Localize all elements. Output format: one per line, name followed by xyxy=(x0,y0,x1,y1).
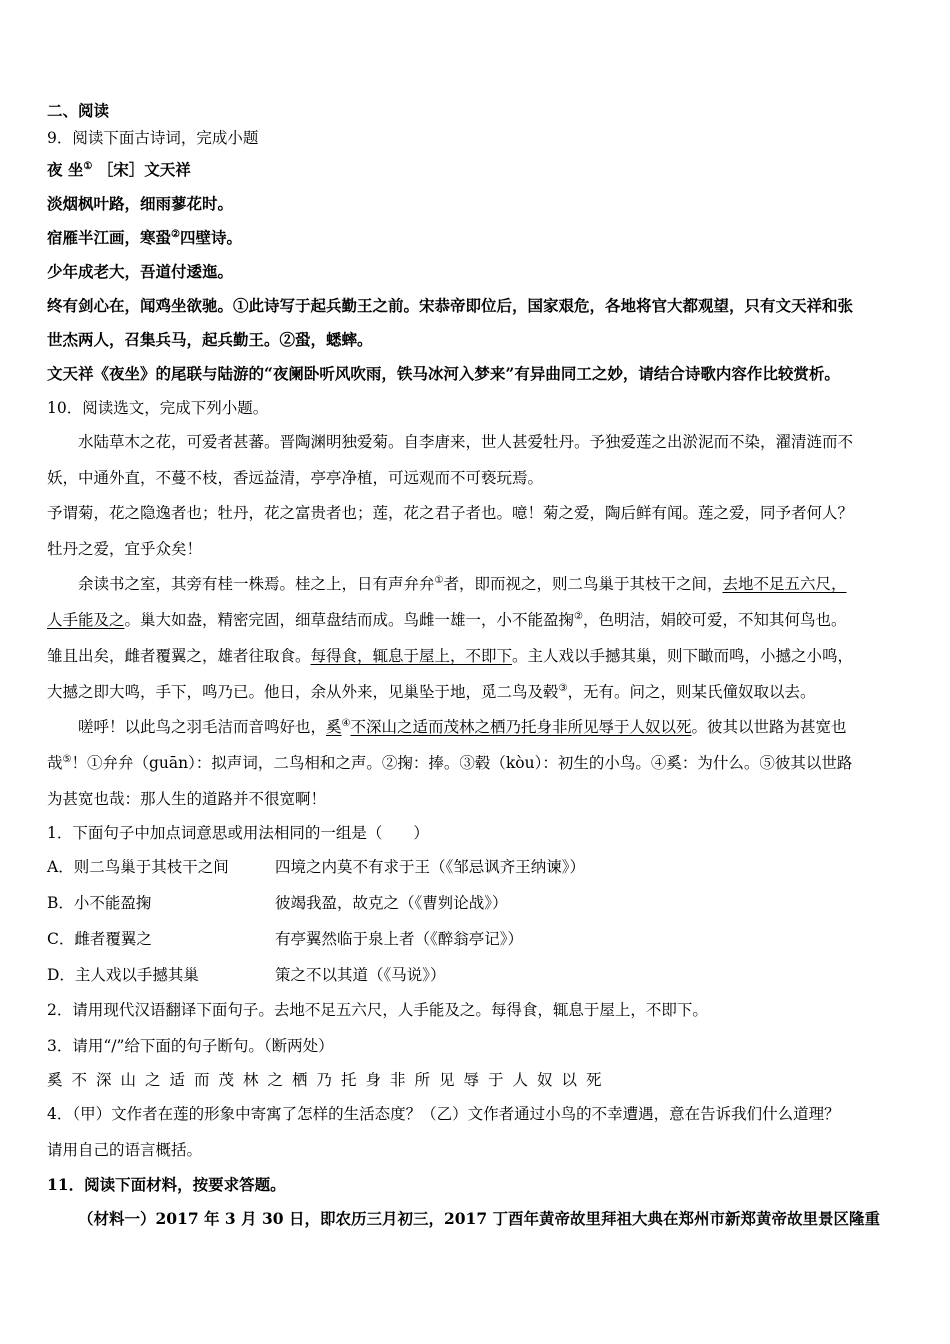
sub-question-3: 3．请用“/”给下面的句子断句。（断两处） xyxy=(47,1037,334,1055)
q11-material-1: （材料一）2017 年 3 月 30 日，即农历三月初三，2017 丁酉年黄帝故里拜祖大典在郑州市新郑黄帝故里景区隆重 xyxy=(78,1209,881,1228)
p4-l1-underlined-2: 不深山之适而茂林之栖乃托身非所见辱于人奴以死 xyxy=(350,718,692,736)
p3-l3-a: 雏且出矣，雌者覆翼之，雄者往取食。 xyxy=(47,647,311,665)
p4-l2-b: ！①弁弁（guān）：拟声词，二鸟相和之声。②掬：捧。③毂（kòu）：初生的小鸟。④奚：为什么。⑤彼其以世路 xyxy=(71,754,853,772)
section-title: 二、阅读 xyxy=(47,101,110,120)
p3-l4-b: ，无有。问之，则某氏僮奴取以去。 xyxy=(567,683,816,701)
poem-line-2-b: 四壁诗。 xyxy=(179,228,242,247)
passage-b-p2-line1 xyxy=(78,717,847,737)
passage-b-p2-line3: 为甚宽也哉：那人生的道路并不很宽啊！ xyxy=(47,790,327,808)
poem-title-line xyxy=(47,160,191,180)
passage-b-p2-line2 xyxy=(47,753,852,773)
p3-l2-underlined: 人手能及之 xyxy=(47,611,125,629)
passage-a-p1-line1: 水陆草木之花，可爱者甚蕃。晋陶渊明独爱菊。自李唐来，世人甚爱牡丹。予独爱莲之出淤泥而不染，濯清涟而不 xyxy=(78,433,854,451)
p3-l3-underlined: 每得食，辄息于屋上，不即下 xyxy=(310,647,513,665)
p3-l2-mark: ② xyxy=(574,610,583,622)
poem-title: 夜 坐 xyxy=(47,160,84,179)
passage-b-p1-line3 xyxy=(47,646,853,666)
p4-l1-b: 。彼其以世路为甚宽也 xyxy=(691,718,847,736)
q10-heading: 10．阅读选文，完成下列小题。 xyxy=(47,399,269,417)
poem-line-3: 少年成老大，吾道付逶迤。 xyxy=(47,262,234,281)
option-a-right: 四境之内莫不有求于王（《邹忌讽齐王纳谏》） xyxy=(275,858,586,876)
passage-b-p1-line1 xyxy=(78,574,847,594)
passage-a-p2-line1: 予谓菊，花之隐逸者也；牡丹，花之富贵者也；莲，花之君子者也。噫！菊之爱，陶后鲜有闻。莲之爱，同予者何人？ xyxy=(47,504,854,522)
q9-question: 文天祥《夜坐》的尾联与陆游的“夜阑卧听风吹雨，铁马冰河入梦来”有异曲同工之妙，请结合诗歌内容作比较赏析。 xyxy=(47,364,840,383)
option-d-right: 策之不以其道（《马说》） xyxy=(275,966,446,984)
sub-question-4-line1: 4．（甲）文作者在莲的形象中寄寓了怎样的生活态度？（乙）文作者通过小鸟的不幸遭遇，意在告诉我们什么道理？ xyxy=(47,1105,840,1123)
q11-heading: 11．阅读下面材料，按要求答题。 xyxy=(47,1175,286,1194)
option-b-right: 彼竭我盈，故克之（《曹刿论战》） xyxy=(275,894,508,912)
passage-a-p1-line2: 妖，中通外直，不蔓不枝，香远益清，亭亭净植，可远观而不可亵玩焉。 xyxy=(47,469,544,487)
sub-question-3-sentence: 奚不深山之适而茂林之栖乃托身非所见辱于人奴以死 xyxy=(47,1071,611,1089)
p3-l2-b: ，色明洁，娟皎可爱，不知其何鸟也。 xyxy=(583,611,847,629)
sub-question-2: 2．请用现代汉语翻译下面句子。去地不足五六尺，人手能及之。每得食，辄息于屋上，不即下。 xyxy=(47,1001,708,1019)
poem-line-2 xyxy=(47,228,242,248)
p3-l4-a: 大撼之即大鸣，手下，鸣乃已。他日，余从外来，见巢坠于地，觅二鸟及毂 xyxy=(47,683,559,701)
poem-author: ［宋］文天祥 xyxy=(97,160,191,179)
option-b-left: B．小不能盈掬 xyxy=(47,894,152,912)
p4-l2-a: 哉 xyxy=(47,754,63,772)
poem-line-1: 淡烟枫叶路，细雨蓼花时。 xyxy=(47,194,234,213)
p3-l1-b: 者，即而视之，则二鸟巢于其枝干之间， xyxy=(443,575,723,593)
p3-l1-underlined: 去地不足五六尺， xyxy=(722,575,847,593)
p4-l1-underlined-1: 奚 xyxy=(326,718,342,736)
option-c-right: 有亭翼然临于泉上者（《醉翁亭记》） xyxy=(275,930,524,948)
passage-a-p2-line2: 牡丹之爱，宜乎众矣！ xyxy=(47,540,203,558)
q9-heading: 9．阅读下面古诗词，完成小题 xyxy=(47,129,259,147)
p4-l1-mark: ④ xyxy=(341,717,351,729)
poem-line-2-a: 宿雁半江画，寒蛩 xyxy=(47,228,172,247)
poem-line-4: 终有剑心在，闻鸡坐欲驰。①此诗写于起兵勤王之前。宋恭帝即位后，国家艰危，各地将官大都观望，只有文天祥和张 xyxy=(47,296,854,315)
option-c-left: C．雌者覆翼之 xyxy=(47,930,152,948)
p3-l4-mark: ③ xyxy=(558,682,568,694)
p3-l3-b: 。主人戏以手撼其巢，则下瞰而鸣，小撼之小鸣， xyxy=(512,647,854,665)
poem-line-2-mark: ② xyxy=(171,228,180,240)
poem-note-mark: ① xyxy=(83,160,93,172)
p3-l1-mark: ① xyxy=(434,574,444,586)
passage-b-p1-line2 xyxy=(47,610,847,630)
poem-line-5: 世杰两人，召集兵马，起兵勤王。②蛩，蟋蟀。 xyxy=(47,330,373,349)
passage-b-p1-line4 xyxy=(47,682,816,702)
sub-question-4-line2: 请用自己的语言概括。 xyxy=(47,1141,203,1159)
p3-l2-a: 。巢大如盎，精密完固，细草盘结而成。鸟雌一雄一，小不能盈掬 xyxy=(124,611,575,629)
sub-question-1: 1．下面句子中加点词意思或用法相同的一组是（ ） xyxy=(47,824,429,842)
option-d-left: D．主人戏以手撼其巢 xyxy=(47,966,199,984)
option-a-left: A．则二鸟巢于其枝干之间 xyxy=(47,858,229,876)
p3-l1-a: 余读书之室，其旁有桂一株焉。桂之上，日有声弁弁 xyxy=(78,575,435,593)
p4-l1-a: 嗟呼！以此鸟之羽毛洁而音鸣好也， xyxy=(78,718,327,736)
p4-l2-mark: ⑤ xyxy=(62,753,72,765)
